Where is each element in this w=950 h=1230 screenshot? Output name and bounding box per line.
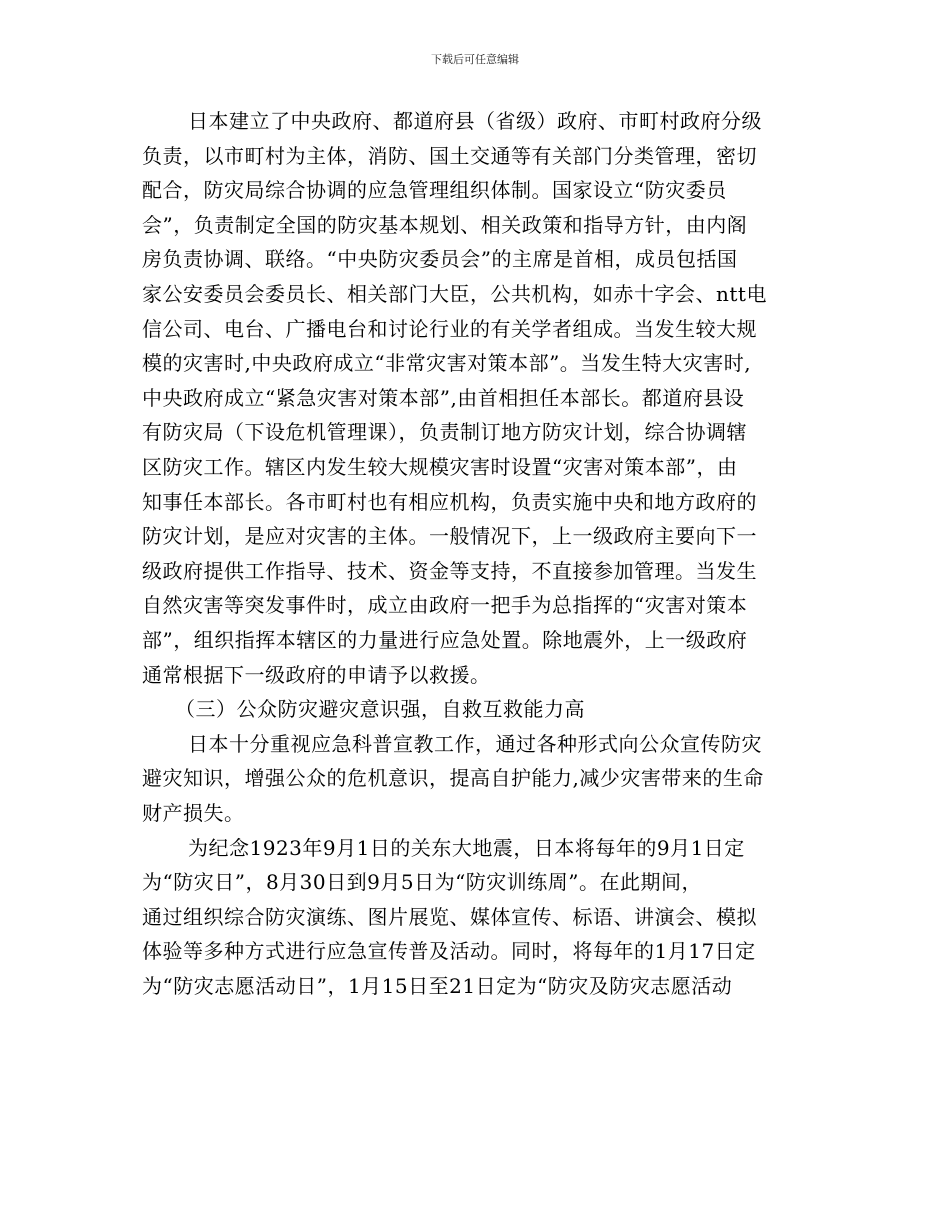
text-line: 为纪念1923年9月1日的关东大地震，日本将每年的9月1日定 — [188, 835, 745, 860]
text-line: 级政府提供工作指导、技术、资金等支持，不直接参加管理。当发生 — [142, 558, 757, 583]
text-line: 会”，负责制定全国的防灾基本规划、相关政策和指导方针，由内阁 — [142, 212, 748, 237]
text-line: 为“防灾志愿活动日”，1月15日至21日定为“防灾及防灾志愿活动 — [142, 974, 733, 998]
text-line: 家公安委员会委员长、相关部门大臣，公共机构，如赤十字会、ntt电 — [142, 282, 767, 306]
text-line: 日本建立了中央政府、都道府县（省级）政府、市町村政府分级 — [188, 109, 762, 133]
text-line: 为“防灾日”，8月30日到9月5日为“防灾训练周”。在此期间， — [142, 870, 703, 895]
page-header: 下载后可任意编辑 — [431, 53, 519, 66]
text-line: 配合，防灾局综合协调的应急管理组织体制。国家设立“防灾委员 — [142, 178, 727, 203]
text-line: 通常根据下一级政府的申请予以救援。 — [142, 662, 491, 687]
text-line: 知事任本部长。各市町村也有相应机构，负责实施中央和地方政府的 — [142, 489, 757, 514]
text-line: 自然灾害等突发事件时，成立由政府一把手为总指挥的“灾害对策本 — [142, 593, 748, 618]
text-line: 信公司、电台、广播电台和讨论行业的有关学者组成。当发生较大规 — [142, 316, 757, 341]
text-line: 模的灾害时,中央政府成立“非常灾害对策本部”。当发生特大灾害时, — [142, 351, 752, 376]
text-line: 区防灾工作。辖区内发生较大规模灾害时设置“灾害对策本部”，由 — [142, 455, 738, 479]
text-line: 部”，组织指挥本辖区的力量进行应急处置。除地震外，上一级政府 — [142, 628, 748, 652]
text-line: 财产损失。 — [142, 801, 245, 825]
text-line: 防灾计划，是应对灾害的主体。一般情况下，上一级政府主要向下一 — [142, 524, 757, 549]
text-line: 有防灾局（下设危机管理课），负责制订地方防灾计划，综合协调辖 — [142, 420, 747, 445]
text-line: 通过组织综合防灾演练、图片展览、媒体宣传、标语、讲演会、模拟 — [142, 904, 757, 929]
section-heading: （三）公众防灾避灾意识强，自救互救能力高 — [175, 697, 585, 722]
text-line: 房负责协调、联络。“中央防灾委员会”的主席是首相，成员包括国 — [142, 247, 738, 272]
text-line: 负责，以市町村为主体，消防、国土交通等有关部门分类管理，密切 — [142, 143, 757, 168]
text-line: 避灾知识，增强公众的危机意识，提高自护能力,减少灾害带来的生命 — [142, 766, 764, 791]
text-line: 日本十分重视应急科普宣教工作，通过各种形式向公众宣传防灾 — [188, 731, 762, 756]
text-line: 中央政府成立“紧急灾害对策本部”,由首相担任本部长。都道府县设 — [142, 385, 745, 410]
text-line: 体验等多种方式进行应急宣传普及活动。同时，将每年的1月17日定 — [142, 939, 756, 964]
